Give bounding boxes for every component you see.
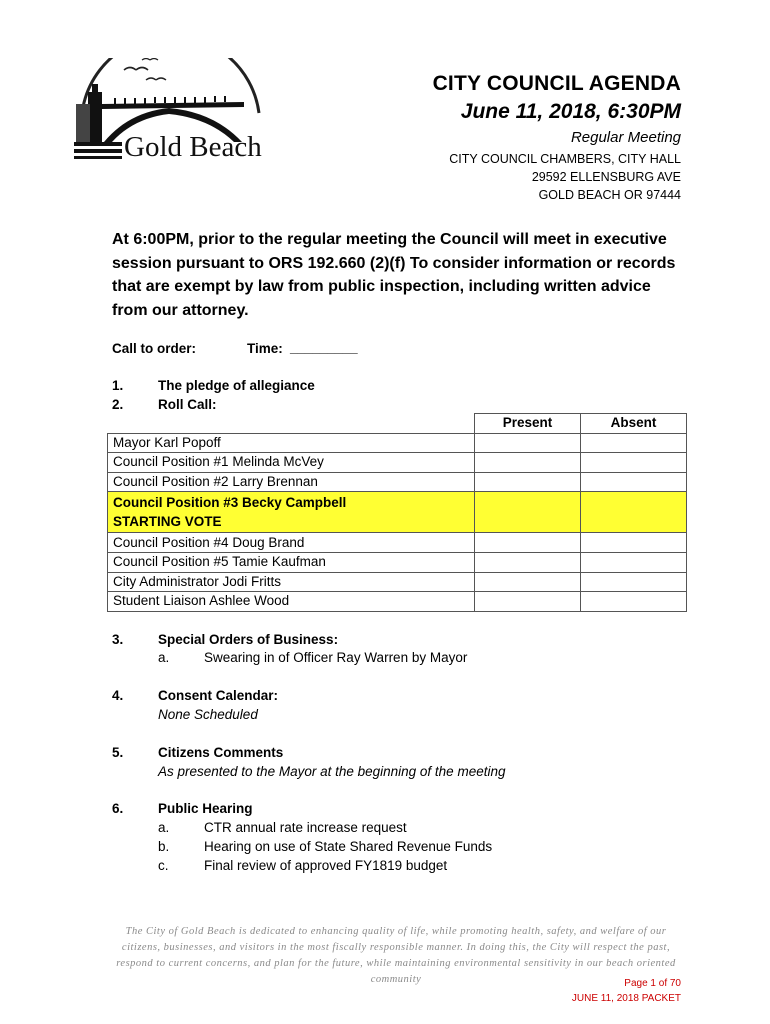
table-row xyxy=(108,552,687,572)
present-cell[interactable] xyxy=(475,453,581,473)
present-cell[interactable] xyxy=(475,552,581,572)
item-6b-text: Hearing on use of State Shared Revenue Funds xyxy=(204,839,493,854)
item-5-note: As presented to the Mayor at the beginning of the meeting xyxy=(158,764,506,779)
item-3-number: 3. xyxy=(112,632,124,647)
gold-beach-logo xyxy=(74,58,284,163)
roll-call-name: Council Position #2 Larry Brennan xyxy=(108,472,475,492)
absent-cell[interactable] xyxy=(581,433,687,453)
item-6c-text: Final review of approved FY1819 budget xyxy=(204,858,448,873)
present-header: Present xyxy=(475,414,581,434)
table-row xyxy=(108,533,687,553)
table-row xyxy=(108,472,687,492)
item-6a-letter: a. xyxy=(158,820,170,835)
roll-call-table xyxy=(107,413,687,612)
meeting-type: Regular Meeting xyxy=(570,129,681,146)
absent-header: Absent xyxy=(581,414,687,434)
item-4-title: Consent Calendar: xyxy=(158,688,279,703)
item-6b-letter: b. xyxy=(158,839,170,854)
item-3a-letter: a. xyxy=(158,650,170,665)
present-cell[interactable] xyxy=(475,472,581,492)
roll-call-name: City Administrator Jodi Fritts xyxy=(108,572,475,592)
time-blank: _________ xyxy=(290,340,358,355)
absent-cell[interactable] xyxy=(581,572,687,592)
item-4-note: None Scheduled xyxy=(158,707,258,722)
mission-statement: The City of Gold Beach is dedicated to enhancing quality of life, while promoting health, safety, and welfare of our citizens, businesses, and visitors in the most fiscally responsible manner. In doing this, the City will respect the past, respond to current concerns, and plan for the future, while maintaining environmental sensitivity in our beach oriented community xyxy=(116,926,676,985)
starting-vote-label: STARTING VOTE xyxy=(113,514,222,530)
item-6-title: Public Hearing xyxy=(158,801,253,816)
present-cell[interactable] xyxy=(475,533,581,553)
agenda-title: CITY COUNCIL AGENDA xyxy=(432,72,681,95)
item-2-number: 2. xyxy=(112,397,124,412)
present-cell[interactable] xyxy=(475,572,581,592)
meeting-date: June 11, 2018, 6:30PM xyxy=(460,100,681,123)
table-row xyxy=(108,572,687,592)
roll-call-name: Mayor Karl Popoff xyxy=(108,433,475,453)
present-cell[interactable] xyxy=(475,592,581,612)
absent-cell[interactable] xyxy=(581,492,687,533)
item-5-number: 5. xyxy=(112,745,124,760)
address-line-2: 29592 ELLENSBURG AVE xyxy=(531,170,681,184)
address-line-1: CITY COUNCIL CHAMBERS, CITY HALL xyxy=(449,152,681,166)
present-cell[interactable] xyxy=(475,433,581,453)
roll-call-name: Council Position #5 Tamie Kaufman xyxy=(108,552,475,572)
item-3a-text: Swearing in of Officer Ray Warren by Mayor xyxy=(204,650,468,665)
item-2-title: Roll Call: xyxy=(158,397,217,412)
roll-call-name: Student Liaison Ashlee Wood xyxy=(108,592,475,612)
call-to-order-label: Call to order: xyxy=(112,341,197,356)
roll-call-name: Council Position #4 Doug Brand xyxy=(108,533,475,553)
item-1-number: 1. xyxy=(112,378,124,393)
item-3-title: Special Orders of Business: xyxy=(158,632,339,647)
packet-label: JUNE 11, 2018 PACKET xyxy=(571,993,681,1004)
time-label: Time: xyxy=(247,341,283,356)
absent-cell[interactable] xyxy=(581,453,687,473)
item-4-number: 4. xyxy=(112,688,124,703)
item-6-number: 6. xyxy=(112,801,124,816)
table-row-highlighted xyxy=(108,492,687,533)
executive-session-notice: At 6:00PM, prior to the regular meeting the Council will meet in executive session pursuant to ORS 192.660 (2)(f) To consider information or records that are exempt by law from public inspection, including written advice from our attorney. xyxy=(112,231,676,319)
page-number: Page 1 of 70 xyxy=(624,978,681,989)
table-row xyxy=(108,592,687,612)
item-6a-text: CTR annual rate increase request xyxy=(204,820,407,835)
roll-call-header-blank xyxy=(108,414,475,434)
absent-cell[interactable] xyxy=(581,533,687,553)
roll-call-name-highlighted xyxy=(108,492,475,533)
item-1-title: The pledge of allegiance xyxy=(158,378,315,393)
absent-cell[interactable] xyxy=(581,592,687,612)
roll-call-header-row xyxy=(108,414,687,434)
item-5-title: Citizens Comments xyxy=(158,745,284,760)
absent-cell[interactable] xyxy=(581,472,687,492)
absent-cell[interactable] xyxy=(581,552,687,572)
present-cell[interactable] xyxy=(475,492,581,533)
address-line-3: GOLD BEACH OR 97444 xyxy=(538,188,681,202)
highlighted-name: Council Position #3 Becky Campbell xyxy=(113,495,347,511)
item-6c-letter: c. xyxy=(158,858,169,873)
logo-text: Gold Beach xyxy=(124,131,262,163)
table-row xyxy=(108,453,687,473)
roll-call-name: Council Position #1 Melinda McVey xyxy=(108,453,475,473)
table-row xyxy=(108,433,687,453)
